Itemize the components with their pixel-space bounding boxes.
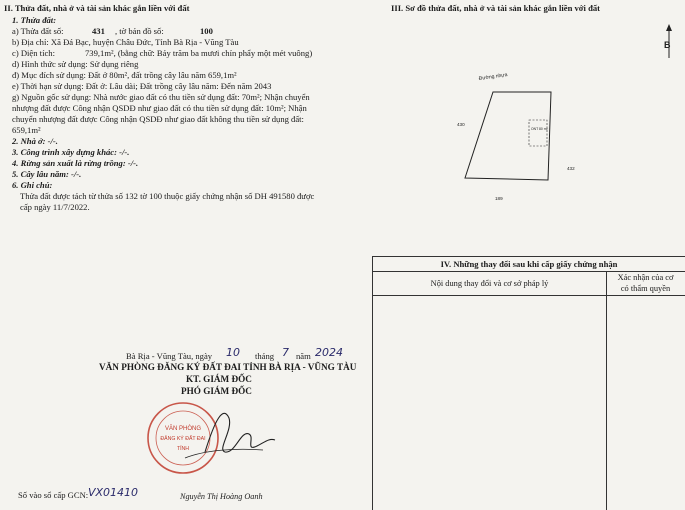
office-name: VĂN PHÒNG ĐĂNG KÝ ĐẤT ĐAI TỈNH BÀ RỊA - VŨNG TÀU (99, 362, 357, 372)
changes-col-authority (606, 272, 685, 296)
date-year: 2024 (315, 346, 343, 359)
house-line: 2. Nhà ở: -/-. (12, 136, 58, 146)
date-day: 10 (226, 346, 240, 359)
north-arrow-icon (662, 24, 676, 60)
stamp-text-3: TỈNH (176, 446, 190, 452)
date-month-label: tháng (255, 351, 275, 361)
map-sheet-label: , tờ bản đồ số: (115, 26, 164, 36)
inner-area-label: ONT 80 m² (531, 127, 548, 131)
perennial-line: 5. Cây lâu năm: -/-. (12, 169, 82, 179)
parcel-number-label: a) Thửa đất số: (12, 26, 64, 36)
signer-name: Nguyễn Thị Hoàng Oanh (180, 492, 263, 501)
parcel-heading: 1. Thửa đất: (12, 15, 57, 25)
date-month: 7 (282, 346, 289, 359)
official-stamp (145, 400, 280, 478)
note-heading: 6. Ghi chú: (12, 180, 53, 190)
usage-term-line: e) Thời hạn sử dụng: Đất ở: Lâu dài; Đất trồng cây lâu năm: Đến năm 2043 (12, 81, 272, 91)
signature-underline (185, 449, 263, 458)
kt-director: KT. GIÁM ĐỐC (186, 374, 252, 384)
area-value: 739,1m², (bằng chữ: Bảy trăm ba mươi chín phẩy một mét vuông) (85, 48, 313, 58)
date-year-label: năm (296, 351, 311, 361)
section-2-heading: II. Thửa đất, nhà ở và tài sản khác gắn liền với đất (4, 3, 190, 13)
bottom-neighbor-label: 189 (495, 196, 503, 200)
area-label: c) Diện tích: (12, 48, 55, 58)
origin-line-1: g) Nguồn gốc sử dụng: Nhà nước giao đất có thu tiền sử dụng đất: 70m²; Nhận chuyển (12, 92, 310, 102)
address-line: b) Địa chỉ: Xã Đá Bạc, huyện Châu Đức, Tỉnh Bà Rịa - Vũng Tàu (12, 37, 239, 47)
north-label: B (664, 40, 671, 50)
gcn-register-label: Số vào sổ cấp GCN: (18, 490, 89, 500)
origin-line-4: 659,1m² (12, 125, 41, 135)
usage-form-line: d) Hình thức sử dụng: Sử dụng riêng (12, 59, 139, 69)
road-label: Đường nhựa (478, 72, 508, 82)
stamp-text-1: VĂN PHÒNG (164, 426, 202, 432)
left-neighbor-label: 430 (457, 122, 465, 127)
right-neighbor-label: 432 (567, 166, 575, 171)
date-prefix: Bà Rịa - Vũng Tàu, ngày (126, 351, 213, 361)
signature-stroke (205, 413, 275, 452)
changes-table (372, 256, 685, 510)
changes-table-heading: IV. Những thay đổi sau khi cấp giấy chứng nhận (373, 257, 685, 272)
note-line-1: Thửa đất được tách từ thửa số 132 tờ 100 thuộc giấy chứng nhận số DH 491580 được (20, 191, 315, 201)
origin-line-2: nhượng đất được Công nhận QSDĐ như giao đất có thu tiền sử dụng đất: 10m²; Nhận (12, 103, 307, 113)
gcn-register-value: VX01410 (88, 486, 139, 499)
forest-line: 4. Rừng sản xuất là rừng trồng: -/-. (12, 158, 139, 168)
parcel-diagram (455, 70, 595, 200)
changes-col-divider (606, 295, 607, 510)
changes-col-authority-line-1: Xác nhận của cơ (617, 273, 674, 282)
origin-line-3: chuyển nhượng đất được Công nhận QSDĐ như giao đất không thu tiền sử dụng đất: (12, 114, 304, 124)
changes-col-content: Nội dung thay đổi và cơ sở pháp lý (373, 272, 607, 296)
changes-col-authority-line-2: có thẩm quyền (620, 284, 671, 293)
section-3-heading: III. Sơ đồ thửa đất, nhà ở và tài sản khác gắn liền với đất (391, 3, 601, 13)
deputy-director: PHÓ GIÁM ĐỐC (181, 386, 252, 396)
parcel-number-value: 431 (92, 26, 105, 36)
other-construction-line: 3. Công trình xây dựng khác: -/-. (12, 147, 130, 157)
note-line-2: cấp ngày 11/7/2022. (20, 202, 90, 212)
map-sheet-value: 100 (200, 26, 213, 36)
usage-purpose-line: đ) Mục đích sử dụng: Đất ở 80m², đất trồng cây lâu năm 659,1m² (12, 70, 237, 80)
stamp-text-2: ĐĂNG KÝ ĐẤT ĐAI (160, 436, 206, 442)
